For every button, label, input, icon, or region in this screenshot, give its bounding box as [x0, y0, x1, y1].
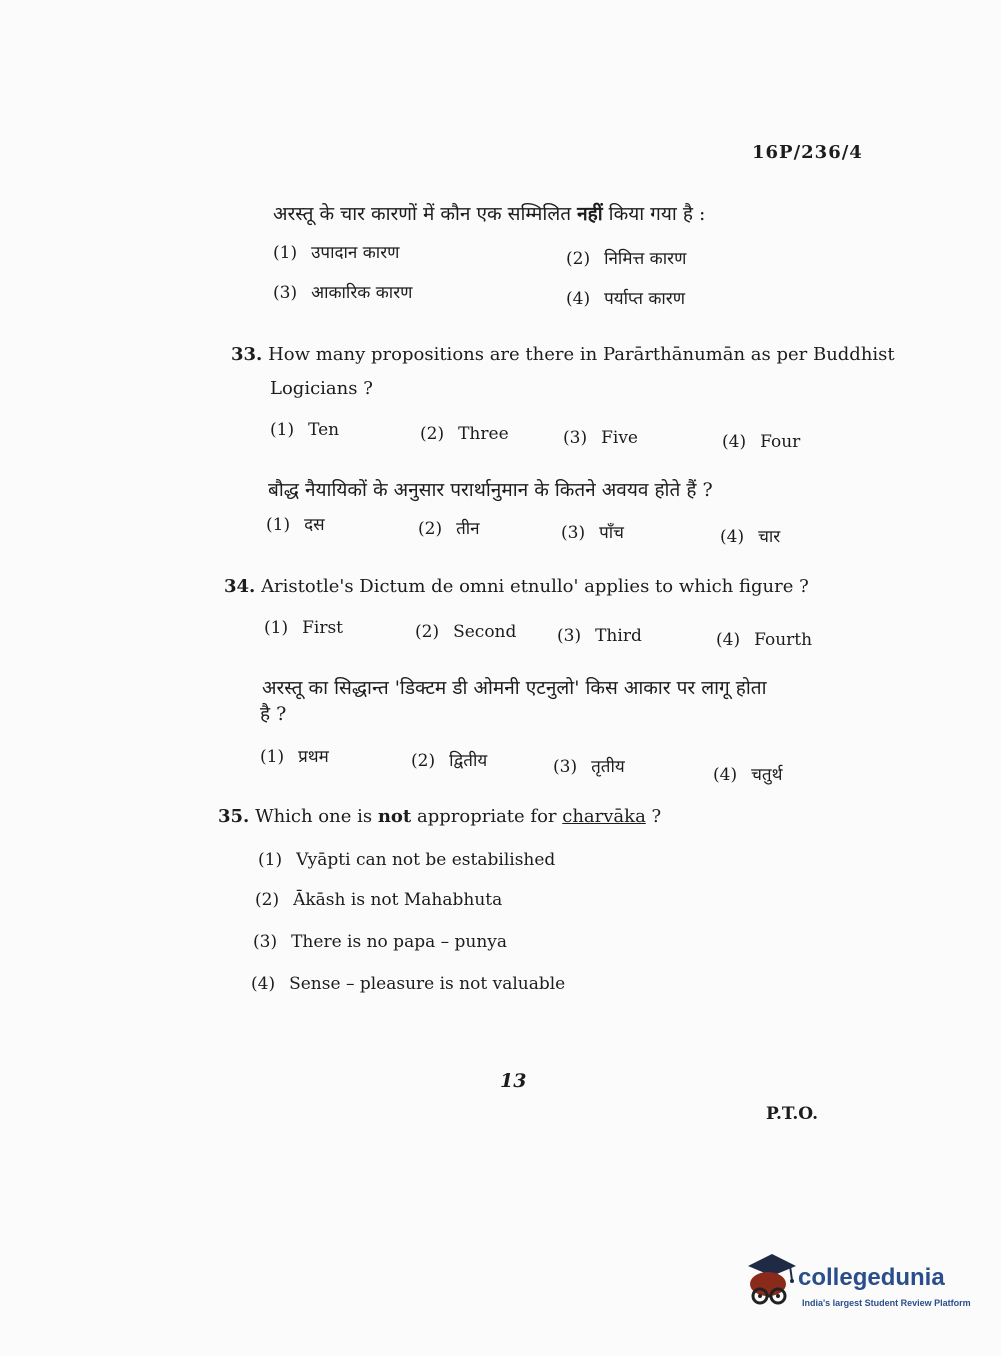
q33-en-option-4: (4) Four — [722, 432, 801, 452]
q34-en-option-3: (3) Third — [557, 626, 642, 646]
q34-hi-option-3: (3) तृतीय — [553, 757, 625, 777]
q34-hindi-line2: है ? — [260, 703, 287, 725]
q35-option-1: (1) Vyāpti can not be estabilished — [258, 850, 556, 870]
q34-en-option-2: (2) Second — [415, 622, 517, 642]
q34-english-text: 34. Aristotle's Dictum de omni etnullo' applies to which figure ? — [224, 576, 809, 597]
q35-option-3: (3) There is no papa – punya — [253, 932, 508, 952]
page-number: 13 — [500, 1070, 527, 1092]
q32-emphasis: नहीं — [577, 203, 603, 225]
q35-number: 35. — [218, 806, 250, 827]
q32-option-2: (2) निमित्त कारण — [566, 249, 687, 269]
q33-hi-option-3: (3) पाँच — [561, 523, 624, 543]
q34-number: 34. — [224, 576, 256, 597]
paper-code: 16P/236/4 — [752, 142, 863, 163]
q33-en-option-1: (1) Ten — [270, 420, 340, 440]
q32-option-4: (4) पर्याप्त कारण — [566, 289, 686, 309]
q32-hindi-text: अरस्तू के चार कारणों में कौन एक सम्मिलित नहीं किया गया है : — [273, 203, 706, 225]
q34-hi-option-1: (1) प्रथम — [260, 747, 329, 767]
q34-en-option-1: (1) First — [264, 618, 344, 638]
q33-number: 33. — [231, 344, 263, 365]
logo-name: collegedunia — [798, 1264, 945, 1291]
q34-hi-option-2: (2) द्वितीय — [411, 751, 488, 771]
q35-option-2: (2) Ākāsh is not Mahabhuta — [255, 890, 503, 910]
q34-hi-option-4: (4) चतुर्थ — [713, 765, 783, 785]
q33-hi-option-2: (2) तीन — [418, 519, 480, 539]
collegedunia-logo — [742, 1250, 972, 1320]
q35-underlined-term: charvāka — [562, 806, 646, 827]
q32-option-3: (3) आकारिक कारण — [273, 283, 413, 303]
q34-hindi-line1: अरस्तू का सिद्धान्त 'डिक्टम डी ओमनी एटनुलो' किस आकार पर लागू होता — [262, 677, 767, 699]
logo-tagline: India's largest Student Review Platform — [802, 1298, 971, 1308]
q33-en-option-3: (3) Five — [563, 428, 638, 448]
q35-option-4: (4) Sense – pleasure is not valuable — [251, 974, 566, 994]
q34-en-option-4: (4) Fourth — [716, 630, 813, 650]
pto-marker: P.T.O. — [766, 1104, 818, 1124]
q33-english-line2: Logicians ? — [270, 378, 373, 399]
q33-english-line1: 33. How many propositions are there in Parārthānumān as per Buddhist — [231, 344, 895, 365]
q32-option-1: (1) उपादान कारण — [273, 243, 400, 263]
q33-hindi-text: बौद्ध नैयायिकों के अनुसार परार्थानुमान के कितने अवयव होते हैं ? — [268, 479, 713, 501]
q33-hi-option-1: (1) दस — [266, 515, 325, 535]
q33-en-option-2: (2) Three — [420, 424, 509, 444]
q33-hi-option-4: (4) चार — [720, 527, 781, 547]
q35-english-text: 35. Which one is not appropriate for charvāka ? — [218, 806, 662, 827]
mascot-icon — [742, 1250, 798, 1314]
q35-emphasis: not — [377, 806, 412, 827]
